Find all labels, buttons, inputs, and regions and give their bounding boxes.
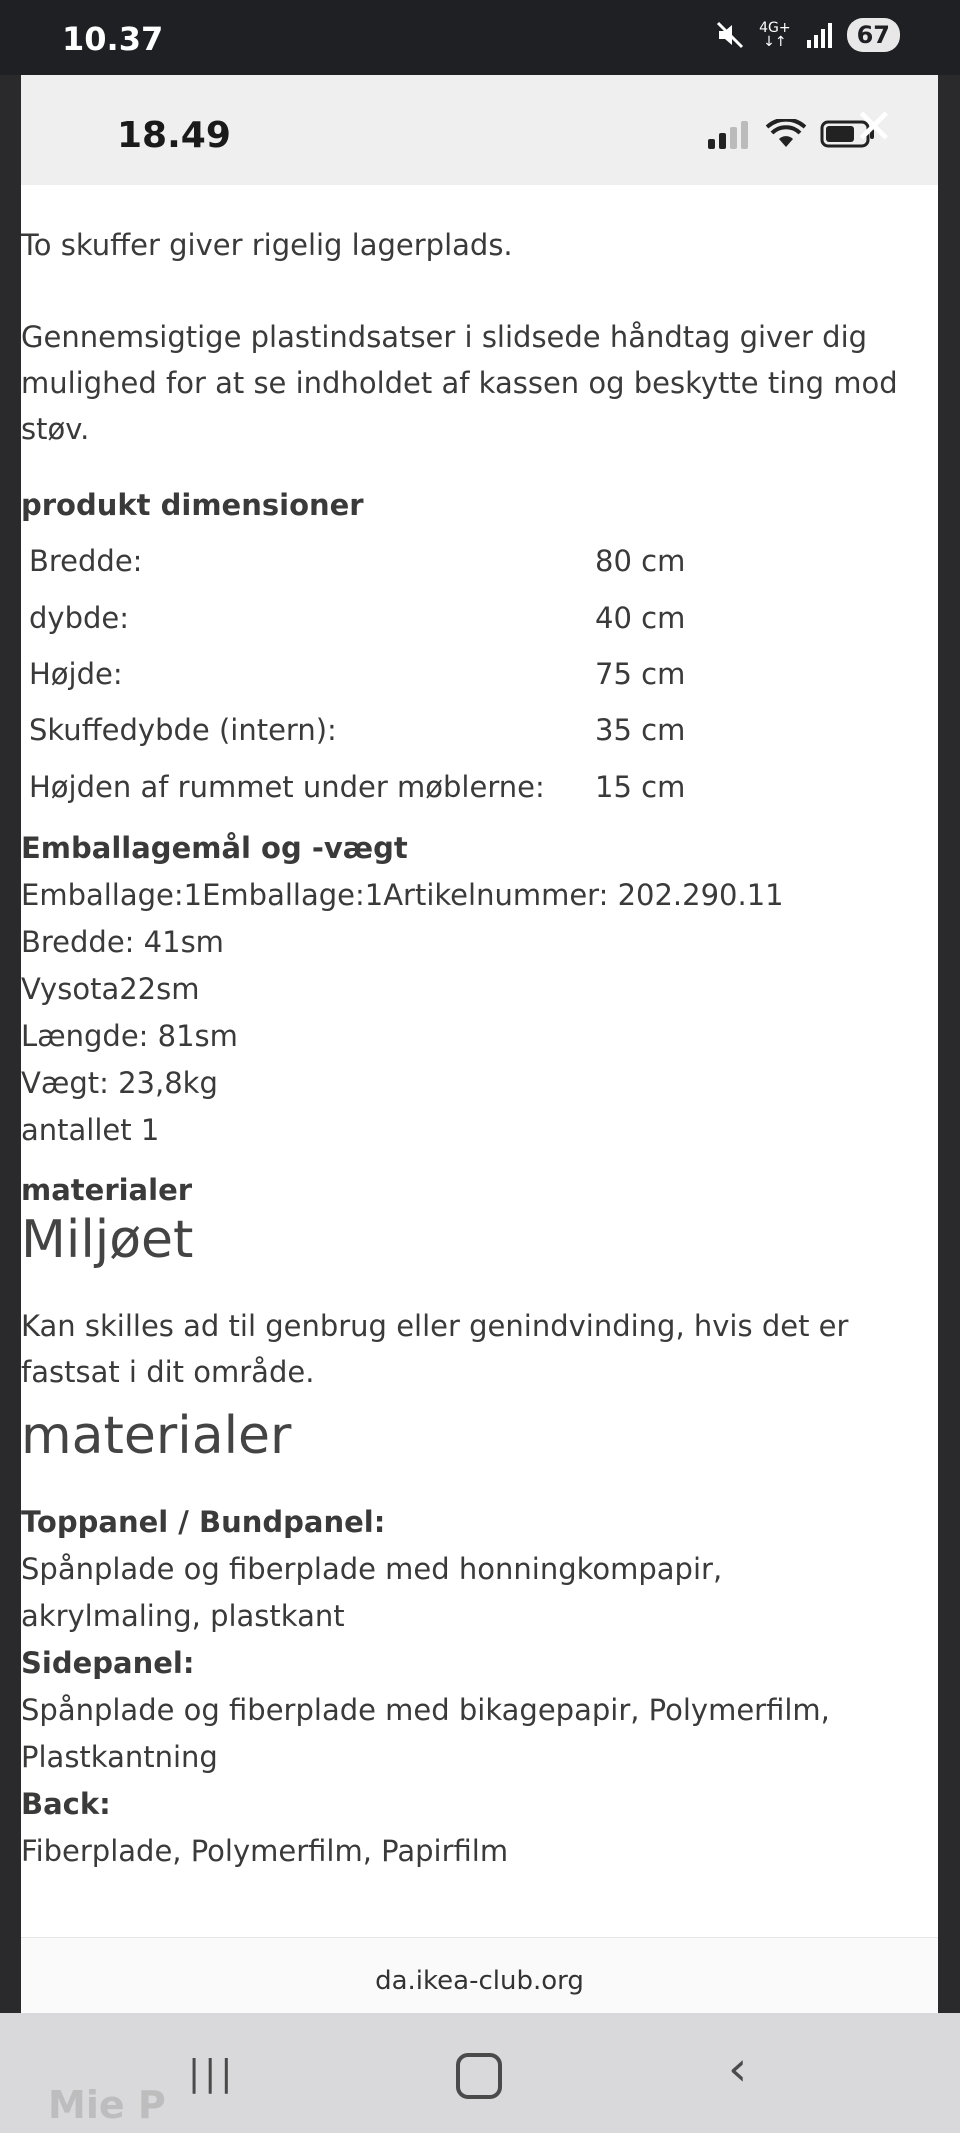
environment-title: Miljøet [21,1210,194,1270]
side-panel-line-1: Spånplade og fiberplade med bikagepapir, Polymerfilm, [21,1693,830,1727]
screenshot-card [21,75,938,2060]
packaging-line: Vysota22sm [21,972,200,1006]
dimension-label: Skuffedybde (intern): [29,713,337,747]
description-line-1: Gennemsigtige plastindsatser i slidsede håndtag giver dig [21,320,868,354]
dimension-label: Højde: [29,657,123,691]
dimension-row [29,601,929,653]
battery-level: 67 [847,18,900,52]
signal-icon [805,22,833,48]
inner-clock: 18.49 [117,115,231,156]
packaging-heading: Emballagemål og -vægt [21,831,408,865]
packaging-line: Længde: 81sm [21,1019,238,1053]
home-icon[interactable] [456,2053,502,2099]
dimension-label: dybde: [29,601,129,635]
background-author-name: Mie P [48,2083,166,2127]
network-type-icon [759,21,791,49]
packaging-line: Bredde: 41sm [21,925,224,959]
environment-line-2: fastsat i dit område. [21,1355,315,1389]
outer-status-icons [715,18,900,52]
dimension-label: Højden af rummet under møblerne: [29,770,545,804]
dimension-value: 15 cm [595,770,686,804]
materials-title: materialer [21,1406,292,1466]
side-panel-line-2: Plastkantning [21,1740,218,1774]
top-bottom-panel-line-1: Spånplade og fiberplade med honningkompapir, [21,1552,723,1586]
intro-text: To skuffer giver rigelig lagerplads. [21,228,513,262]
inner-status-bar [21,75,938,185]
materials-heading-small: materialer [21,1173,193,1207]
mute-icon [715,20,745,50]
description-line-3: støv. [21,412,90,446]
dimension-row [29,544,929,596]
outer-status-bar [0,0,960,75]
back-panel-label: Back: [21,1787,111,1821]
recent-apps-icon[interactable]: ||| [188,2053,237,2094]
outer-clock: 10.37 [62,20,164,58]
packaging-line: Emballage:1Emballage:1Artikelnummer: 202.290.11 [21,878,784,912]
data-arrows-icon: ↓↑ [763,34,787,50]
cellular-signal-icon [706,119,752,149]
dimension-row [29,713,929,765]
dimension-value: 75 cm [595,657,686,691]
dimension-row [29,770,929,822]
url-text[interactable]: da.ikea-club.org [375,1966,584,1996]
dimension-value: 40 cm [595,601,686,635]
network-type-label: 4G+ [759,20,791,36]
description-line-2: mulighed for at se indholdet af kassen og beskytte ting mod [21,366,898,400]
dimension-row [29,657,929,709]
packaging-line: Vægt: 23,8kg [21,1066,218,1100]
inner-status-icons [706,119,876,149]
environment-line-1: Kan skilles ad til genbrug eller genindvinding, hvis det er [21,1309,849,1343]
wifi-icon [766,119,806,149]
dimension-value: 80 cm [595,544,686,578]
dimension-label: Bredde: [29,544,143,578]
close-icon[interactable]: ✕ [853,99,894,155]
top-bottom-panel-line-2: akrylmaling, plastkant [21,1599,345,1633]
top-bottom-panel-label: Toppanel / Bundpanel: [21,1505,386,1539]
packaging-line: antallet 1 [21,1113,160,1147]
dimension-value: 35 cm [595,713,686,747]
back-icon[interactable]: ‹ [728,2041,748,2097]
back-panel-line-1: Fiberplade, Polymerfilm, Papirfilm [21,1834,509,1868]
side-panel-label: Sidepanel: [21,1646,195,1680]
dimensions-heading: produkt dimensioner [21,488,364,522]
